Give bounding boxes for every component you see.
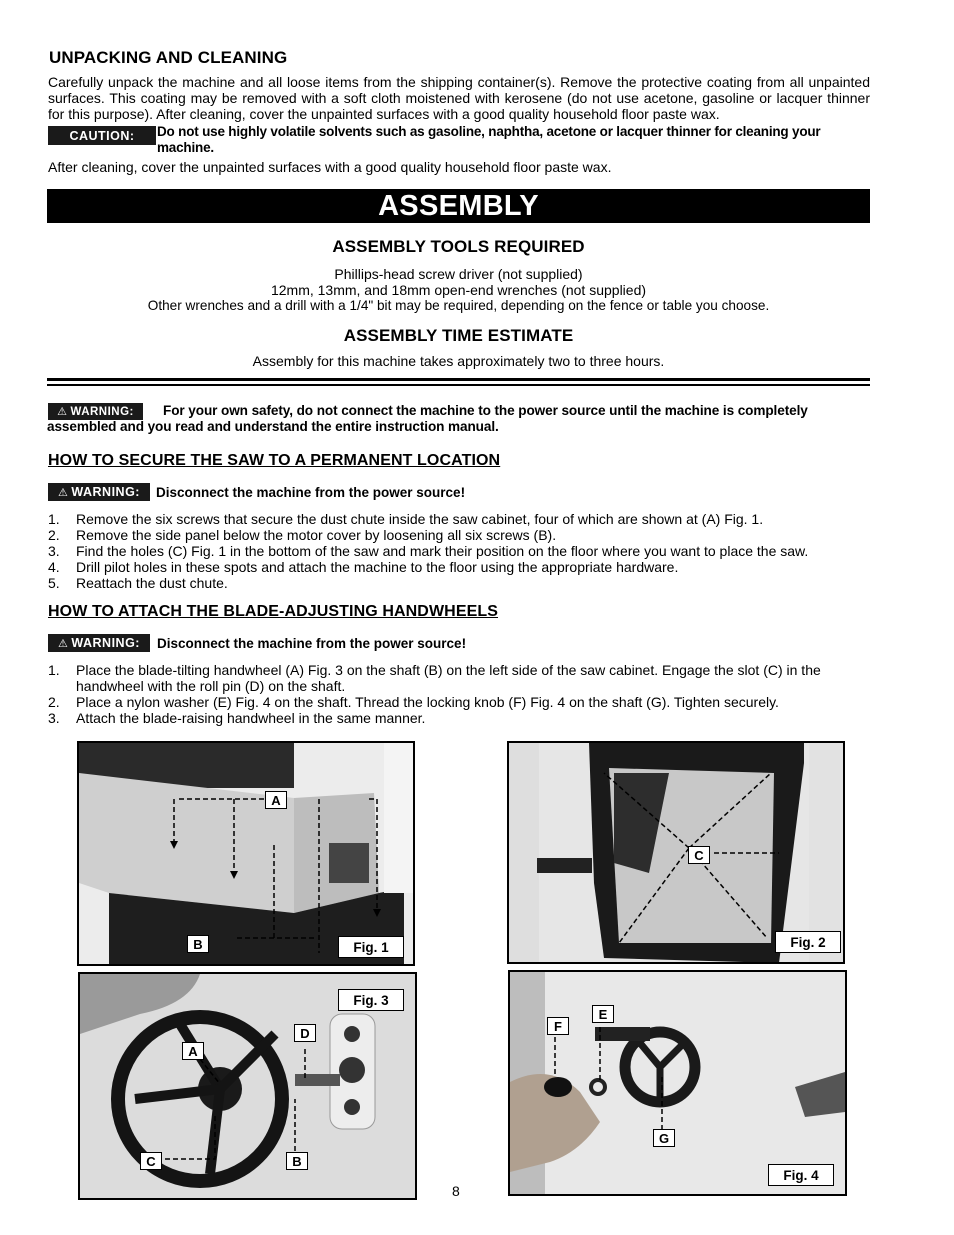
unpacking-title: UNPACKING AND CLEANING — [49, 48, 288, 67]
fig2-label-c: C — [688, 846, 710, 864]
figure-2 — [507, 741, 845, 964]
fig4-caption: Fig. 4 — [768, 1164, 834, 1186]
tools-line-1: Phillips-head screw driver (not supplied) — [334, 266, 583, 282]
figure-4 — [508, 970, 847, 1196]
divider-rule-bottom — [47, 384, 870, 386]
warning-main-text: For your own safety, do not connect the machine to the power source until the machine is completely assembled and you read and understand the entire instruction manual. — [47, 403, 808, 434]
tools-line-2: 12mm, 13mm, and 18mm open-end wrenches (not supplied) — [270, 282, 647, 298]
time-title: ASSEMBLY TIME ESTIMATE — [343, 326, 574, 345]
page-number: 8 — [452, 1183, 460, 1199]
warning-triangle-icon: ⚠ — [57, 406, 68, 418]
fig4-label-e: E — [592, 1005, 614, 1023]
warning-triangle-icon: ⚠ — [58, 637, 69, 650]
divider-rule-top — [47, 378, 870, 381]
secure-warning-text: Disconnect the machine from the power source! — [156, 485, 466, 500]
secure-steps-list — [48, 511, 878, 591]
assembly-banner-text: ASSEMBLY — [378, 189, 539, 222]
list-item: 4. Drill pilot holes in these spots and attach the machine to the floor using the appropriate hardware. — [48, 559, 679, 575]
fig1-caption: Fig. 1 — [338, 936, 404, 958]
caution-label: CAUTION: — [69, 128, 135, 143]
fig2-caption: Fig. 2 — [775, 931, 841, 953]
fig3-caption: Fig. 3 — [338, 989, 404, 1011]
caution-text: Do not use highly volatile solvents such as gasoline, naphtha, acetone or lacquer thinner for cleaning your machine. — [157, 124, 821, 155]
fig3-label-b: B — [286, 1152, 308, 1170]
handwheels-warning-text: Disconnect the machine from the power source! — [157, 636, 467, 651]
list-item: 3. Find the holes (C) Fig. 1 in the bottom of the saw and mark their position on the floor where you want to place the saw. — [48, 543, 809, 559]
unpacking-paragraph: Carefully unpack the machine and all loose items from the shipping container(s). Remove the protective coating from all unpainted surfaces. This coating may be removed with a soft cloth moistened with kerosene (do not use acetone, gasoline or lacquer thinner for this purpose). After cleaning, cover the unpainted surfaces with a good quality household floor paste wax. — [48, 74, 870, 122]
handwheels-warning-badge — [48, 634, 150, 652]
fig1-label-a: A — [265, 791, 287, 809]
list-item: 5. Reattach the dust chute. — [48, 575, 228, 591]
after-cleaning-text: After cleaning, cover the unpainted surfaces with a good quality household floor paste wax. — [48, 159, 612, 175]
warning-triangle-icon: ⚠ — [58, 486, 69, 499]
fig1-label-b: B — [187, 935, 209, 953]
list-item: 3. Attach the blade-raising handwheel in the same manner. — [48, 710, 426, 726]
list-item: 1. Place the blade-tilting handwheel (A) Fig. 3 on the shaft (B) on the left side of the saw cabinet. Engage the slot (C) in the handwheel with the roll pin (D) on the shaft. — [48, 662, 821, 694]
warning-label: WARNING: — [70, 405, 134, 418]
fig3-label-a: A — [182, 1042, 204, 1060]
figure-1 — [77, 741, 415, 966]
figure-2-drawing — [509, 743, 843, 962]
tools-title: ASSEMBLY TOOLS REQUIRED — [332, 237, 585, 256]
tools-line-3: Other wrenches and a drill with a 1/4" bit may be required, depending on the fence or table you choose. — [147, 298, 770, 313]
figure-1-drawing — [79, 743, 413, 964]
list-item: 2. Place a nylon washer (E) Fig. 4 on the shaft. Thread the locking knob (F) Fig. 4 on the shaft (G). Tighten securely. — [48, 694, 779, 710]
figure-3 — [78, 972, 417, 1200]
list-item: 2. Remove the side panel below the motor cover by loosening all six screws (B). — [48, 527, 557, 543]
handwheels-steps-list — [48, 662, 872, 726]
fig3-label-c: C — [140, 1152, 162, 1170]
fig3-label-d: D — [294, 1024, 316, 1042]
figure-4-drawing — [510, 972, 845, 1194]
handwheels-warning-label: WARNING: — [71, 636, 140, 650]
secure-warning-label: WARNING: — [71, 485, 140, 499]
time-text: Assembly for this machine takes approximately two to three hours. — [252, 353, 665, 369]
caution-badge — [48, 126, 156, 145]
secure-title: HOW TO SECURE THE SAW TO A PERMANENT LOCATION — [48, 452, 501, 469]
list-item: 1. Remove the six screws that secure the dust chute inside the saw cabinet, four of which are shown at (A) Fig. 1. — [48, 511, 764, 527]
assembly-banner — [47, 189, 870, 223]
fig4-label-g: G — [653, 1129, 675, 1147]
handwheels-title: HOW TO ATTACH THE BLADE-ADJUSTING HANDWHEELS — [48, 603, 499, 620]
fig4-label-f: F — [547, 1017, 569, 1035]
secure-warning-badge — [48, 483, 150, 501]
